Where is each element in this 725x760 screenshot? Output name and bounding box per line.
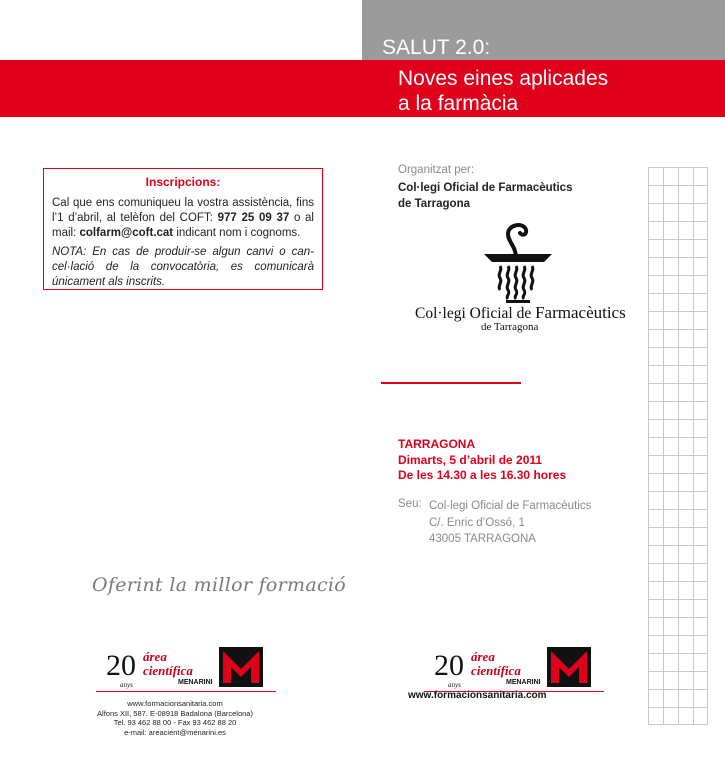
address-web: www.formacionsanitaria.com bbox=[127, 699, 223, 708]
event-date: Dimarts, 5 d’abril de 2011 bbox=[398, 452, 543, 467]
organizer-name-line-1: Col·legi Oficial de Farmacèutics bbox=[398, 182, 573, 194]
address-email: e-mail: areacient@menarini.es bbox=[124, 727, 226, 737]
brand-logo-left bbox=[96, 641, 276, 692]
address-phone: Tel. 93 462 88 00 - Fax 93 462 88 20 bbox=[113, 718, 237, 727]
brand-years: 20 bbox=[106, 649, 136, 682]
pharmacy-bowl-logo-icon bbox=[478, 218, 558, 304]
title-line-3: a la farmàcia bbox=[398, 92, 519, 115]
inscriptions-text-a: Cal que ens comuniqueu la vostra assistència, fins l’1 d’abril, al telèfon del COFT: bbox=[52, 197, 314, 224]
event-details bbox=[398, 437, 566, 484]
brand-company-right: MENARINI bbox=[506, 679, 541, 686]
logo-text-b: Farmacèutics bbox=[535, 303, 626, 322]
event-time: De les 14.30 a les 16.30 hores bbox=[398, 468, 567, 482]
title-line-1: SALUT 2.0: bbox=[382, 36, 491, 59]
brand-area-right: área bbox=[471, 649, 495, 664]
address-street: Alfons XII, 587. E-08918 Badalona (Barcelona) bbox=[97, 708, 253, 718]
venue-address bbox=[429, 498, 591, 548]
note-grid bbox=[648, 167, 708, 725]
header-red-band bbox=[0, 60, 725, 117]
brand-cientifica: científica bbox=[143, 663, 193, 678]
venue-line-2: C/. Enric d’Ossó, 1 bbox=[429, 516, 525, 529]
inscriptions-box bbox=[43, 168, 323, 290]
slogan: Oferint la millor formació bbox=[92, 574, 347, 596]
inscriptions-text-c: indicant nom i cognoms. bbox=[173, 227, 301, 239]
inscriptions-note: NOTA: En cas de produir-se algun canvi o can-cel·lació de la convocatòria, es comunicarà únicament als inscrits. bbox=[52, 246, 314, 288]
organizer-logo-subtext: de Tarragona bbox=[481, 321, 539, 333]
venue-line-3: 43005 TARRAGONA bbox=[429, 533, 536, 545]
brand-logo-right bbox=[424, 641, 604, 692]
venue-line-1: Col·legi Oficial de Farmacèutics bbox=[429, 500, 592, 512]
website-link[interactable]: www.formacionsanitaria.com bbox=[408, 690, 547, 701]
title-line-2: Noves eines aplicades bbox=[398, 67, 609, 90]
menarini-m-icon-right bbox=[547, 647, 591, 687]
inscriptions-text-b: o al mail: bbox=[52, 212, 314, 239]
brand-company: MENARINI bbox=[178, 679, 213, 686]
logo-text-a: Col·legi Oficial de bbox=[415, 305, 536, 322]
contact-address bbox=[80, 699, 270, 737]
organizer-name bbox=[398, 180, 618, 212]
event-city: TARRAGONA bbox=[398, 437, 476, 451]
red-divider bbox=[381, 382, 521, 384]
menarini-m-icon bbox=[219, 647, 263, 687]
inscriptions-title: Inscripcions: bbox=[145, 175, 221, 189]
brand-years-right: 20 bbox=[434, 649, 464, 682]
organizer-label: Organitzat per: bbox=[398, 164, 475, 176]
brand-anys: anys bbox=[120, 681, 133, 689]
title-lines bbox=[398, 66, 608, 116]
organizer-logo-text bbox=[415, 303, 626, 323]
brand-anys-right: anys bbox=[448, 681, 461, 689]
inscriptions-text bbox=[52, 196, 314, 241]
organizer-name-line-2: de Tarragona bbox=[398, 198, 470, 210]
brand-cientifica-right: científica bbox=[471, 663, 521, 678]
email-address: colfarm@coft.cat bbox=[79, 227, 174, 239]
brand-area: área bbox=[143, 649, 167, 664]
venue-label: Seu: bbox=[398, 498, 422, 510]
phone-number: 977 25 09 37 bbox=[217, 212, 290, 224]
